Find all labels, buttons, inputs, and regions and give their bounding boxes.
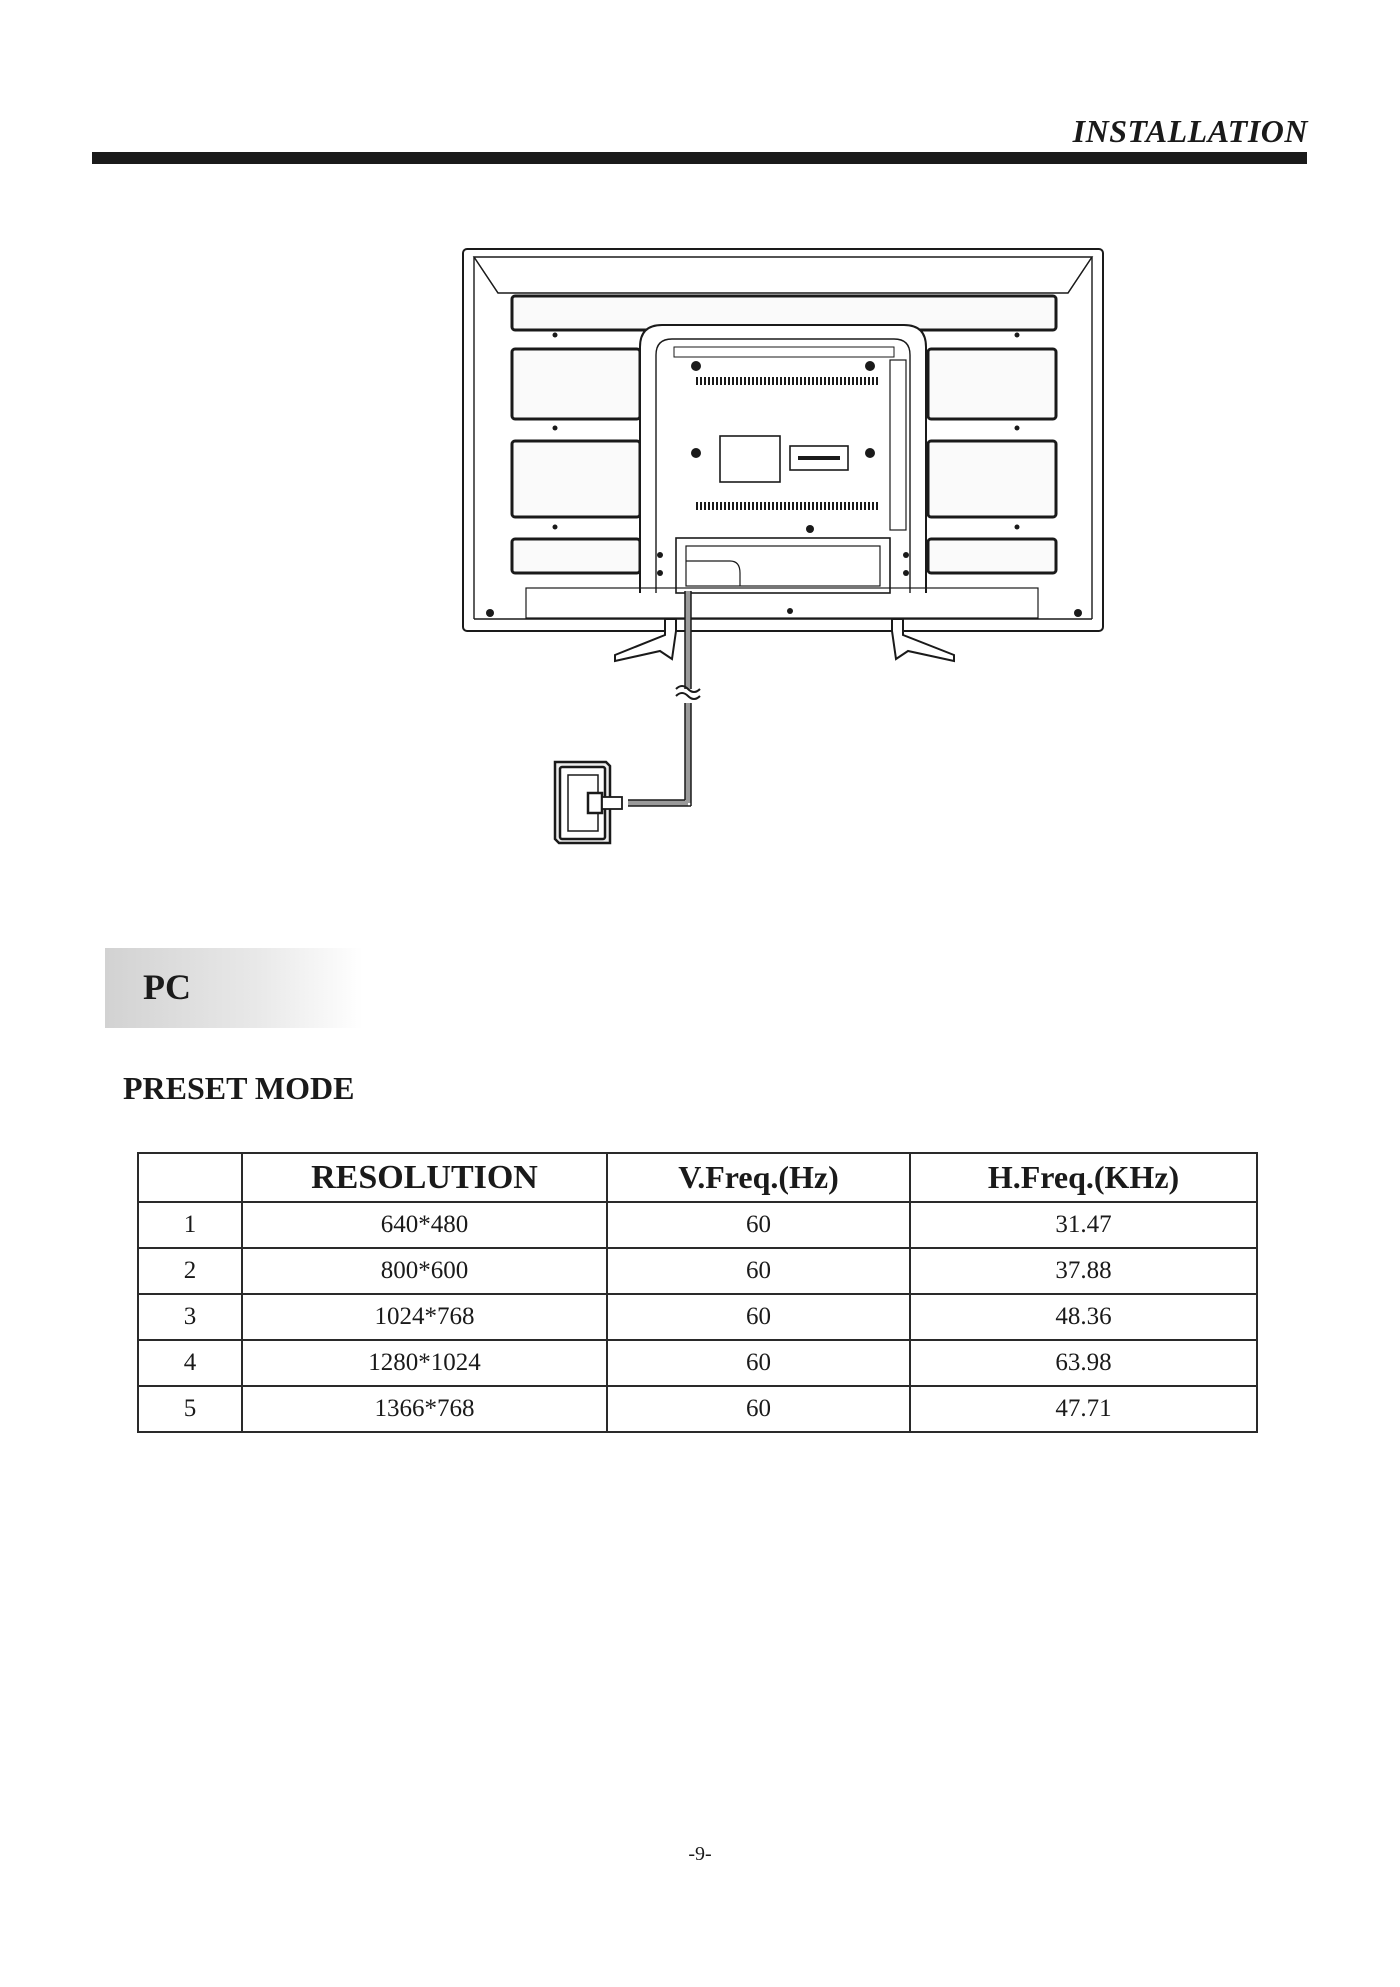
cell-h-freq: 48.36 [910, 1294, 1257, 1340]
cell-index: 3 [138, 1294, 242, 1340]
cell-v-freq: 60 [607, 1294, 910, 1340]
cell-resolution: 1280*1024 [242, 1340, 607, 1386]
table-row [138, 1248, 1257, 1294]
cell-resolution: 1366*768 [242, 1386, 607, 1432]
cell-h-freq: 47.71 [910, 1386, 1257, 1432]
cell-index: 1 [138, 1202, 242, 1248]
header-v-freq: V.Freq.(Hz) [607, 1153, 910, 1202]
cell-index: 2 [138, 1248, 242, 1294]
cell-v-freq: 60 [607, 1340, 910, 1386]
cell-v-freq: 60 [607, 1386, 910, 1432]
page-number: -9- [688, 1843, 712, 1865]
cell-v-freq: 60 [607, 1202, 910, 1248]
cell-v-freq: 60 [607, 1248, 910, 1294]
header-index [138, 1153, 242, 1202]
section-label: PC [143, 967, 191, 1007]
cell-index: 4 [138, 1340, 242, 1386]
tv-rear-diagram [460, 243, 1120, 858]
preset-mode-table [137, 1152, 1258, 1433]
cell-resolution: 800*600 [242, 1248, 607, 1294]
table-row [138, 1294, 1257, 1340]
table-row [138, 1340, 1257, 1386]
header-resolution: RESOLUTION [242, 1153, 607, 1202]
cell-resolution: 1024*768 [242, 1294, 607, 1340]
header-rule [92, 152, 1307, 164]
header-h-freq: H.Freq.(KHz) [910, 1153, 1257, 1202]
section-tab-pc [105, 948, 363, 1028]
cell-h-freq: 37.88 [910, 1248, 1257, 1294]
cell-resolution: 640*480 [242, 1202, 607, 1248]
preset-mode-heading: PRESET MODE [123, 1070, 355, 1106]
table-row [138, 1202, 1257, 1248]
page-header-title: INSTALLATION [1072, 113, 1308, 149]
table-row [138, 1386, 1257, 1432]
cell-h-freq: 63.98 [910, 1340, 1257, 1386]
table-header-row [138, 1153, 1257, 1202]
cell-h-freq: 31.47 [910, 1202, 1257, 1248]
cell-index: 5 [138, 1386, 242, 1432]
